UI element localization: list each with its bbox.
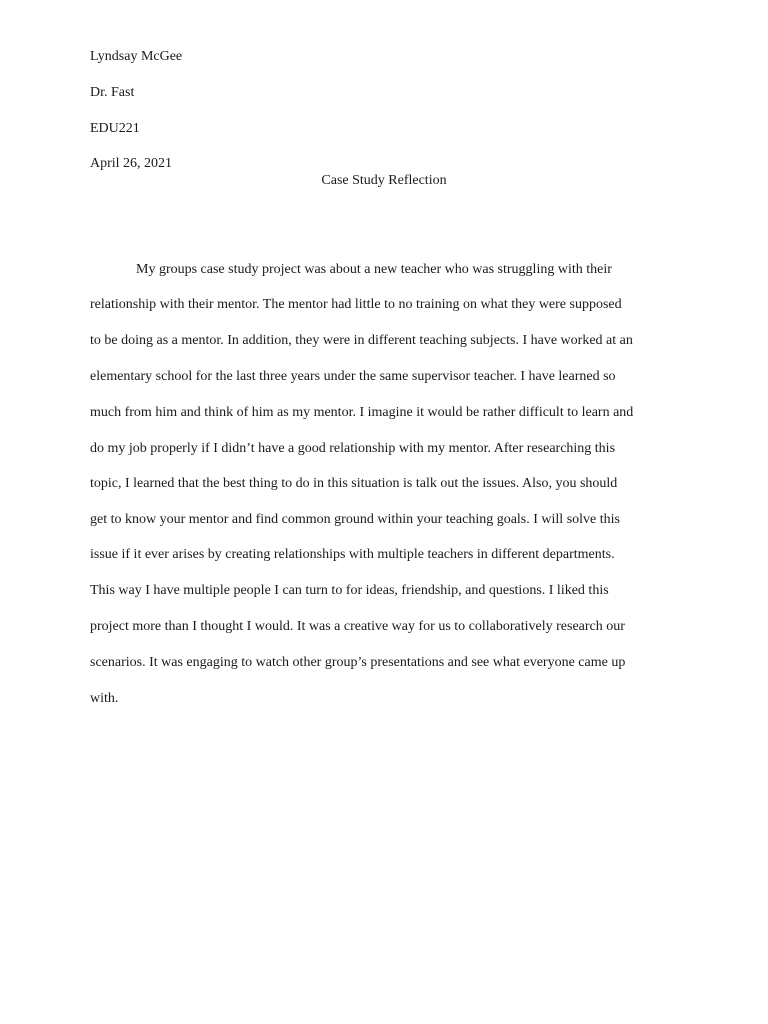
author-name: Lyndsay McGee [90, 49, 183, 64]
paragraph-line: to be doing as a mentor. In addition, they were in different teaching subjects. I have worked at an [90, 333, 633, 348]
paragraph-line: issue if it ever arises by creating relationships with multiple teachers in different departments. [90, 547, 615, 562]
paragraph-line: do my job properly if I didn’t have a good relationship with my mentor. After researching this [90, 441, 616, 456]
paragraph-line: My groups case study project was about a new teacher who was struggling with their [136, 262, 612, 277]
paragraph-line: scenarios. It was engaging to watch other group’s presentations and see what everyone came up [90, 655, 626, 670]
instructor-name: Dr. Fast [90, 85, 135, 100]
paragraph-line: relationship with their mentor. The mentor had little to no training on what they were supposed [90, 297, 622, 312]
paragraph-line: elementary school for the last three years under the same supervisor teacher. I have learned so [90, 369, 616, 384]
paragraph-line: much from him and think of him as my mentor. I imagine it would be rather difficult to learn and [90, 405, 634, 420]
document-date: April 26, 2021 [90, 156, 173, 171]
paragraph-line: topic, I learned that the best thing to do in this situation is talk out the issues. Also, you should [90, 476, 618, 491]
paragraph-line: project more than I thought I would. It was a creative way for us to collaboratively research our [90, 619, 625, 634]
document-title: Case Study Reflection [321, 173, 447, 188]
course-code: EDU221 [90, 121, 140, 136]
paragraph-line: with. [90, 691, 119, 706]
paragraph-line: get to know your mentor and find common ground within your teaching goals. I will solve this [90, 512, 620, 527]
paragraph-line: This way I have multiple people I can turn to for ideas, friendship, and questions. I liked this [90, 583, 609, 598]
